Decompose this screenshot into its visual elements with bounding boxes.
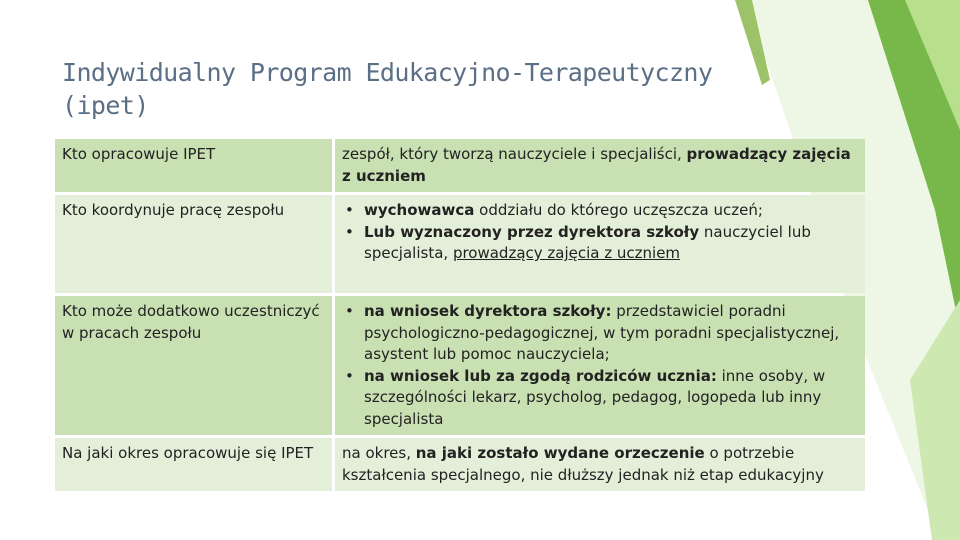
- table-row: [55, 296, 865, 435]
- row-question: Kto może dodatkowo uczestniczyć w pracach zespołu: [55, 296, 332, 435]
- row-answer: [335, 195, 865, 293]
- row-question: Kto opracowuje IPET: [55, 139, 332, 192]
- table-row: [55, 438, 865, 491]
- table-row: [55, 195, 865, 293]
- table-row: [55, 139, 865, 192]
- list-item: • Lub wyznaczony przez dyrektora szkoły nauczyciel lub specjalista, prowadzący zajęcia z uczniem: [342, 222, 858, 265]
- list-item: • wychowawca oddziału do którego uczęszcza uczeń;: [342, 200, 858, 222]
- row-answer: zespół, który tworzą nauczyciele i specjaliści, prowadzący zajęcia z uczniem: [335, 139, 865, 192]
- list-item: • na wniosek dyrektora szkoły: przedstawiciel poradni psychologiczno-pedagogicznej, w tym poradni specjalistycznej, asystent lub pomoc nauczyciela;: [342, 301, 858, 366]
- row-answer: na okres, na jaki zostało wydane orzeczenie o potrzebie kształcenia specjalnego, nie dłuższy jednak niż etap edukacyjny: [335, 438, 865, 491]
- bullet-list: [342, 301, 858, 430]
- ipet-table: [52, 136, 868, 494]
- row-question: Na jaki okres opracowuje się IPET: [55, 438, 332, 491]
- bullet-list: [342, 200, 858, 265]
- slide-title: Indywidualny Program Edukacyjno-Terapeutyczny (ipet): [62, 58, 713, 120]
- list-item: • na wniosek lub za zgodą rodziców ucznia: inne osoby, w szczególności lekarz, psycholog, pedagog, logopeda lub inny specjalista: [342, 366, 858, 431]
- row-question: Kto koordynuje pracę zespołu: [55, 195, 332, 293]
- row-answer: [335, 296, 865, 435]
